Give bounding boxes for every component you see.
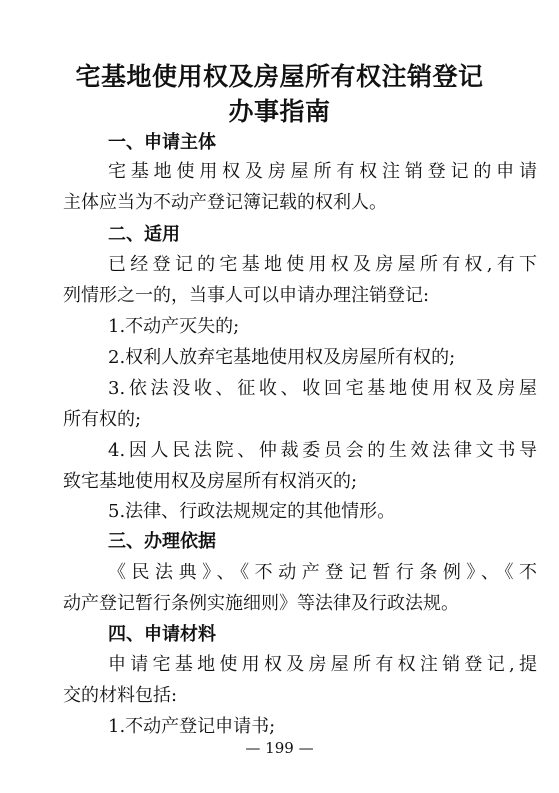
paragraph-line: 申请宅基地使用权及房屋所有权注销登记,提 (108, 654, 537, 675)
list-item: 1.不动产登记申请书; (108, 716, 276, 737)
list-item: 1.不动产灭失的; (108, 316, 240, 337)
paragraph-line: 已经登记的宅基地使用权及房屋所有权,有下 (108, 254, 537, 275)
list-item: 3.依法没收、征收、收回宅基地使用权及房屋 (108, 378, 537, 399)
page-number: — 199 — (245, 739, 314, 757)
page-title: 宅基地使用权及房屋所有权注销登记 (75, 62, 484, 91)
paragraph-line: 致宅基地使用权及房屋所有权消灭的; (63, 471, 358, 492)
paragraph-line: 《民法典》、《不动产登记暂行条例》、《不 (108, 562, 537, 583)
paragraph-line: 所有权的; (63, 409, 142, 430)
paragraph-line: 列情形之一的，当事人可以申请办理注销登记: (63, 285, 430, 306)
paragraph-line: 交的材料包括: (63, 685, 178, 706)
list-item: 4.因人民法院、仲裁委员会的生效法律文书导 (108, 440, 537, 461)
list-item: 2.权利人放弃宅基地使用权及房屋所有权的; (108, 347, 456, 368)
section-heading-applicant: 一、申请主体 (108, 132, 216, 153)
section-heading-basis: 三、办理依据 (108, 531, 216, 552)
paragraph-line: 主体应当为不动产登记簿记载的权利人。 (63, 192, 387, 213)
list-item: 5.法律、行政法规规定的其他情形。 (108, 501, 396, 522)
page-subtitle: 办事指南 (228, 97, 331, 126)
section-heading-scope: 二、适用 (108, 224, 180, 245)
paragraph-line: 宅基地使用权及房屋所有权注销登记的申请 (108, 161, 537, 182)
section-heading-materials: 四、申请材料 (108, 624, 216, 645)
paragraph-line: 动产登记暂行条例实施细则》等法律及行政法规。 (63, 593, 459, 614)
